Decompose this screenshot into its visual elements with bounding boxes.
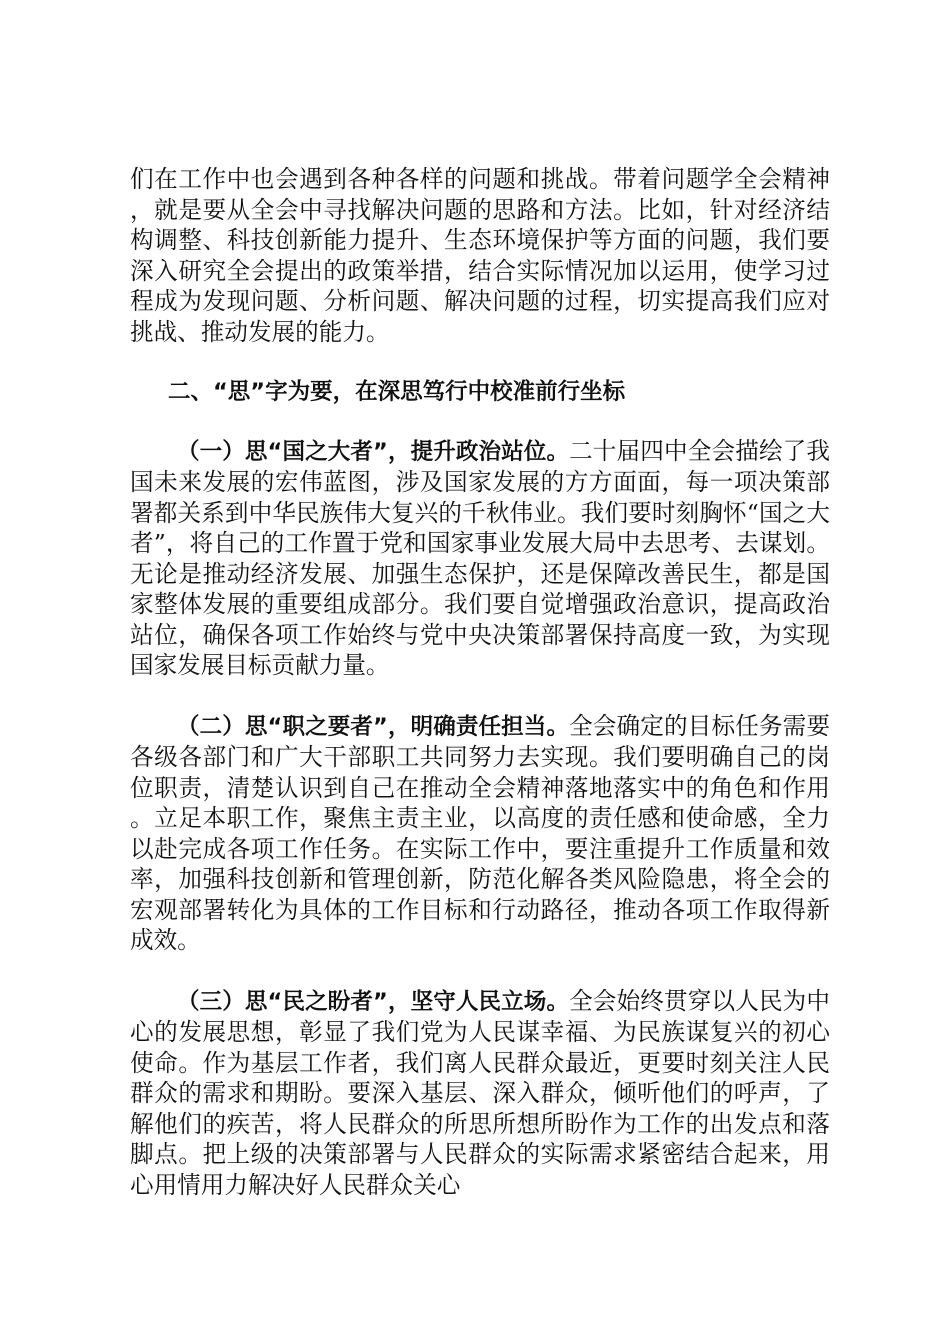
subsection-body-1: 二十届四中全会描绘了我国未来发展的宏伟蓝图，涉及国家发展的方方面面，每一项决策部署都关系到中华民族伟大复兴的千秋伟业。我们要时刻胸怀“国之大者”，将自己的工作置于党和国家事业发展大局中去思考、去谋划。无论是推动经济发展、加强生态保护，还是保障改善民生，都是国家整体发展的重要组成部分。我们要自觉增强政治意识，提高政治站位，确保各项工作始终与党中央决策部署保持高度一致，为实现国家发展目标贡献力量。 bbox=[130, 436, 830, 679]
subsection-lead-1: （一）思“国之大者”，提升政治站位。 bbox=[177, 438, 570, 465]
intro-paragraph: 们在工作中也会遇到各种各样的问题和挑战。带着问题学全会精神，就是要从全会中寻找解决问题的思路和方法。比如，针对经济结构调整、科技创新能力提升、生态环境保护等方面的问题，我们要深入研究全会提出的政策举措，结合实际情况加以运用，使学习过程成为发现问题、分析问题、解决问题的过程，切实提高我们应对挑战、推动发展的能力。 bbox=[130, 165, 830, 346]
subsection-body-3: 全会始终贯穿以人民为中心的发展思想，彰显了我们党为人民谋幸福、为民族谋复兴的初心使命。作为基层工作者，我们离人民群众最近，更要时刻关注人民群众的需求和期盼。要深入基层、深入群众，倾听他们的呼声，了解他们的疾苦，将人民群众的所思所想所盼作为工作的出发点和落脚点。把上级的决策部署与人民群众的实际需求紧密结合起来，用心用情用力解决好人民群众关心 bbox=[130, 986, 830, 1199]
subsection-lead-3: （三）思“民之盼者”，坚守人民立场。 bbox=[177, 988, 570, 1015]
subsection-lead-2: （二）思“职之要者”，明确责任担当。 bbox=[177, 713, 570, 740]
subsection-paragraph-1 bbox=[130, 436, 830, 681]
section-heading: 二、“思”字为要，在深思笃行中校准前行坐标 bbox=[168, 379, 626, 405]
document-page bbox=[130, 164, 830, 1230]
subsection-paragraph-3 bbox=[130, 986, 830, 1201]
subsection-body-2: 全会确定的目标任务需要各级各部门和广大干部职工共同努力去实现。我们要明确自己的岗位职责，清楚认识到自己在推动全会精神落地落实中的角色和作用。立足本职工作，聚焦主责主业，以高度的责任感和使命感，全力以赴完成各项工作任务。在实际工作中，要注重提升工作质量和效率，加强科技创新和管理创新，防范化解各类风险隐患，将全会的宏观部署转化为具体的工作目标和行动路径，推动各项工作取得新成效。 bbox=[130, 711, 830, 954]
subsection-paragraph-2 bbox=[130, 711, 830, 956]
